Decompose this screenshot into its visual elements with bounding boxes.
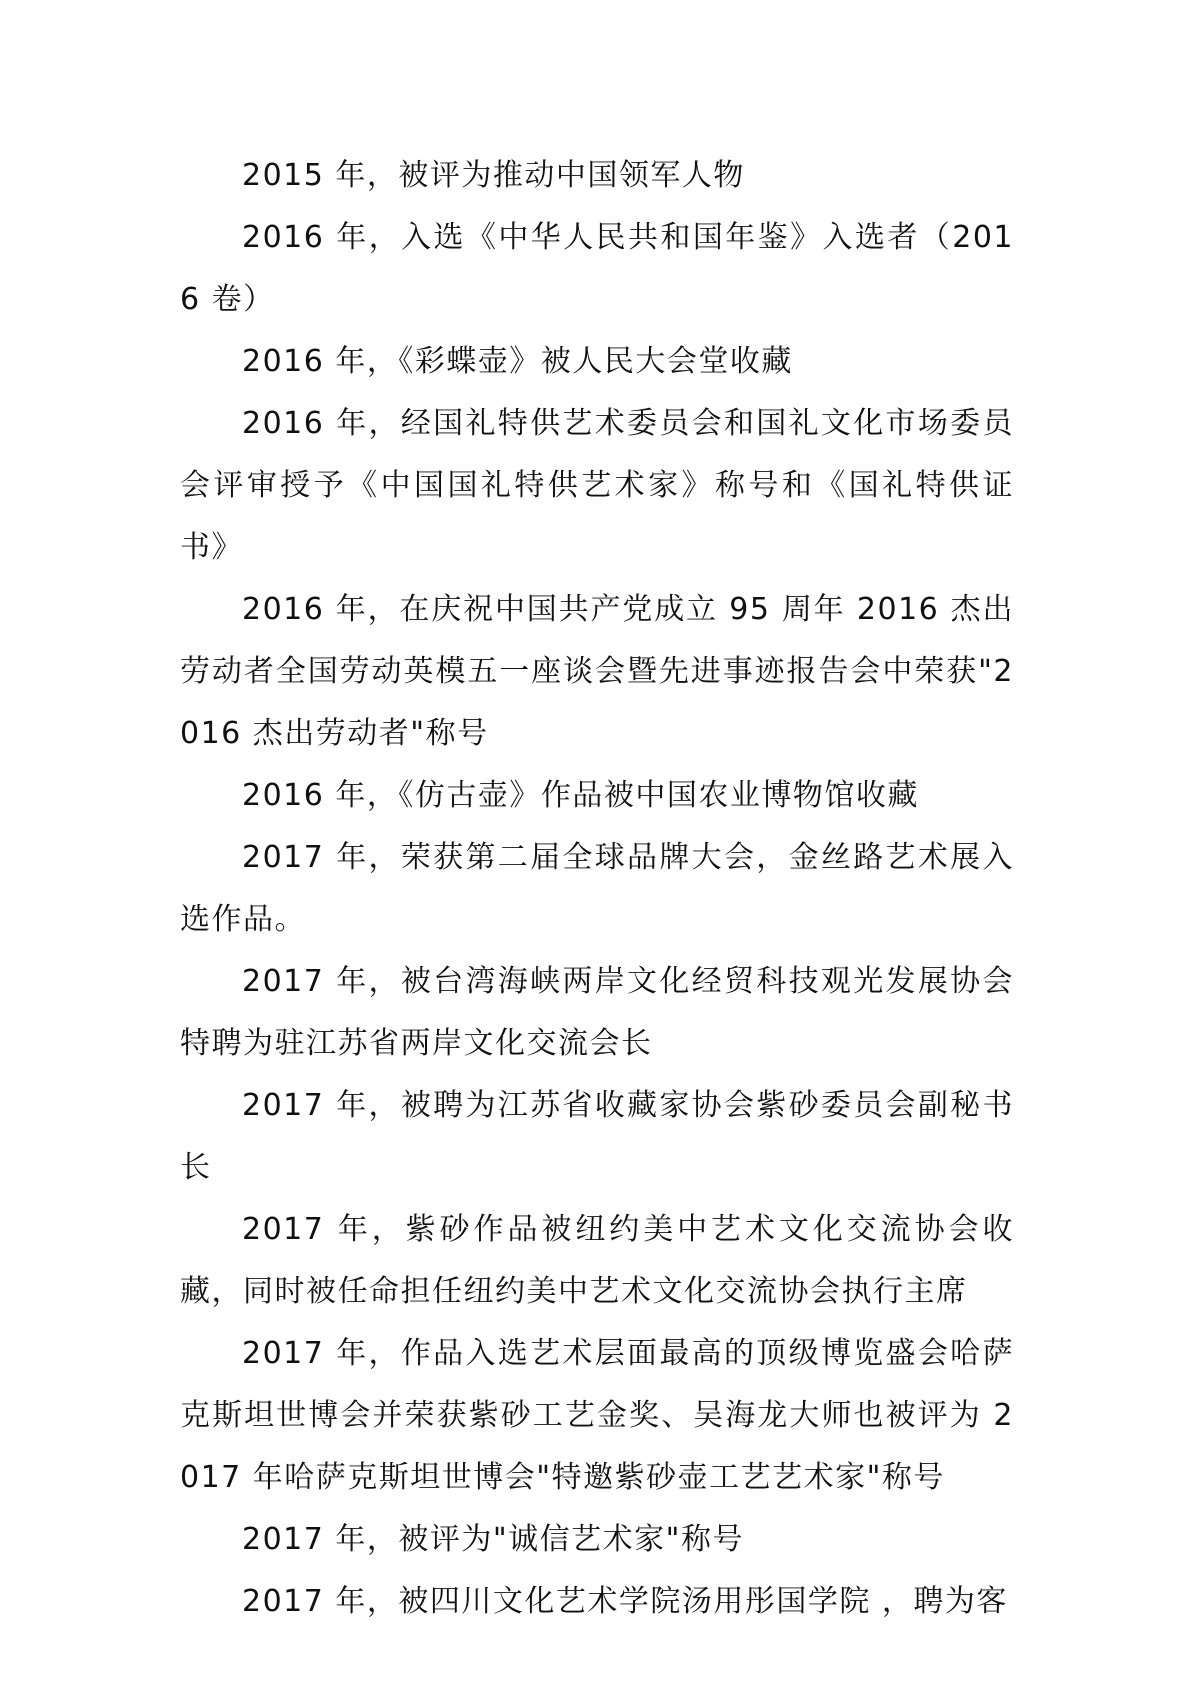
paragraph-2017-integrity-artist: 2017 年，被评为"诚信艺术家"称号 bbox=[242, 1522, 744, 1557]
paragraph-2017-taiwan-strait: 2017 年，被台湾海峡两岸文化经贸科技观光发展协会特聘为驻江苏省两岸文化交流会长 bbox=[180, 964, 1014, 1061]
paragraph-2016-state-gift: 2016 年，经国礼特供艺术委员会和国礼文化市场委员会评审授予《中国国礼特供艺术家》称号和《国礼特供证书》 bbox=[180, 406, 1014, 565]
paragraph-2016-outstanding-worker: 2016 年，在庆祝中国共产党成立 95 周年 2016 杰出劳动者全国劳动英模五一座谈会暨先进事迹报告会中荣获"2016 杰出劳动者"称号 bbox=[180, 592, 1014, 751]
paragraph-2017-collectors-association: 2017 年，被聘为江苏省收藏家协会紫砂委员会副秘书长 bbox=[180, 1088, 1014, 1185]
paragraph-2017-kazakhstan-expo: 2017 年，作品入选艺术层面最高的顶级博览盛会哈萨克斯坦世博会并荣获紫砂工艺金奖、吴海龙大师也被评为 2017 年哈萨克斯坦世博会"特邀紫砂壶工艺艺术家"称号 bbox=[180, 1336, 1014, 1495]
paragraph-2017-brand-conference: 2017 年，荣获第二届全球品牌大会，金丝路艺术展入选作品。 bbox=[180, 840, 1014, 937]
paragraph-2017-sichuan-academy: 2017 年，被四川文化艺术学院汤用彤国学院 ，聘为客 bbox=[242, 1584, 1008, 1619]
paragraph-2016-yearbook: 2016 年，入选《中华人民共和国年鉴》入选者（2016 卷） bbox=[180, 220, 1014, 317]
paragraph-2016-butterfly-pot: 2016 年，《彩蝶壶》被人民大会堂收藏 bbox=[242, 344, 793, 379]
paragraph-2016-antique-pot: 2016 年，《仿古壶》作品被中国农业博物馆收藏 bbox=[242, 778, 919, 813]
document-body bbox=[180, 145, 1014, 1633]
paragraph-2017-new-york: 2017 年，紫砂作品被纽约美中艺术文化交流协会收藏，同时被任命担任纽约美中艺术文化交流协会执行主席 bbox=[180, 1212, 1014, 1309]
paragraph-2015-leader: 2015 年，被评为推动中国领军人物 bbox=[242, 158, 745, 193]
